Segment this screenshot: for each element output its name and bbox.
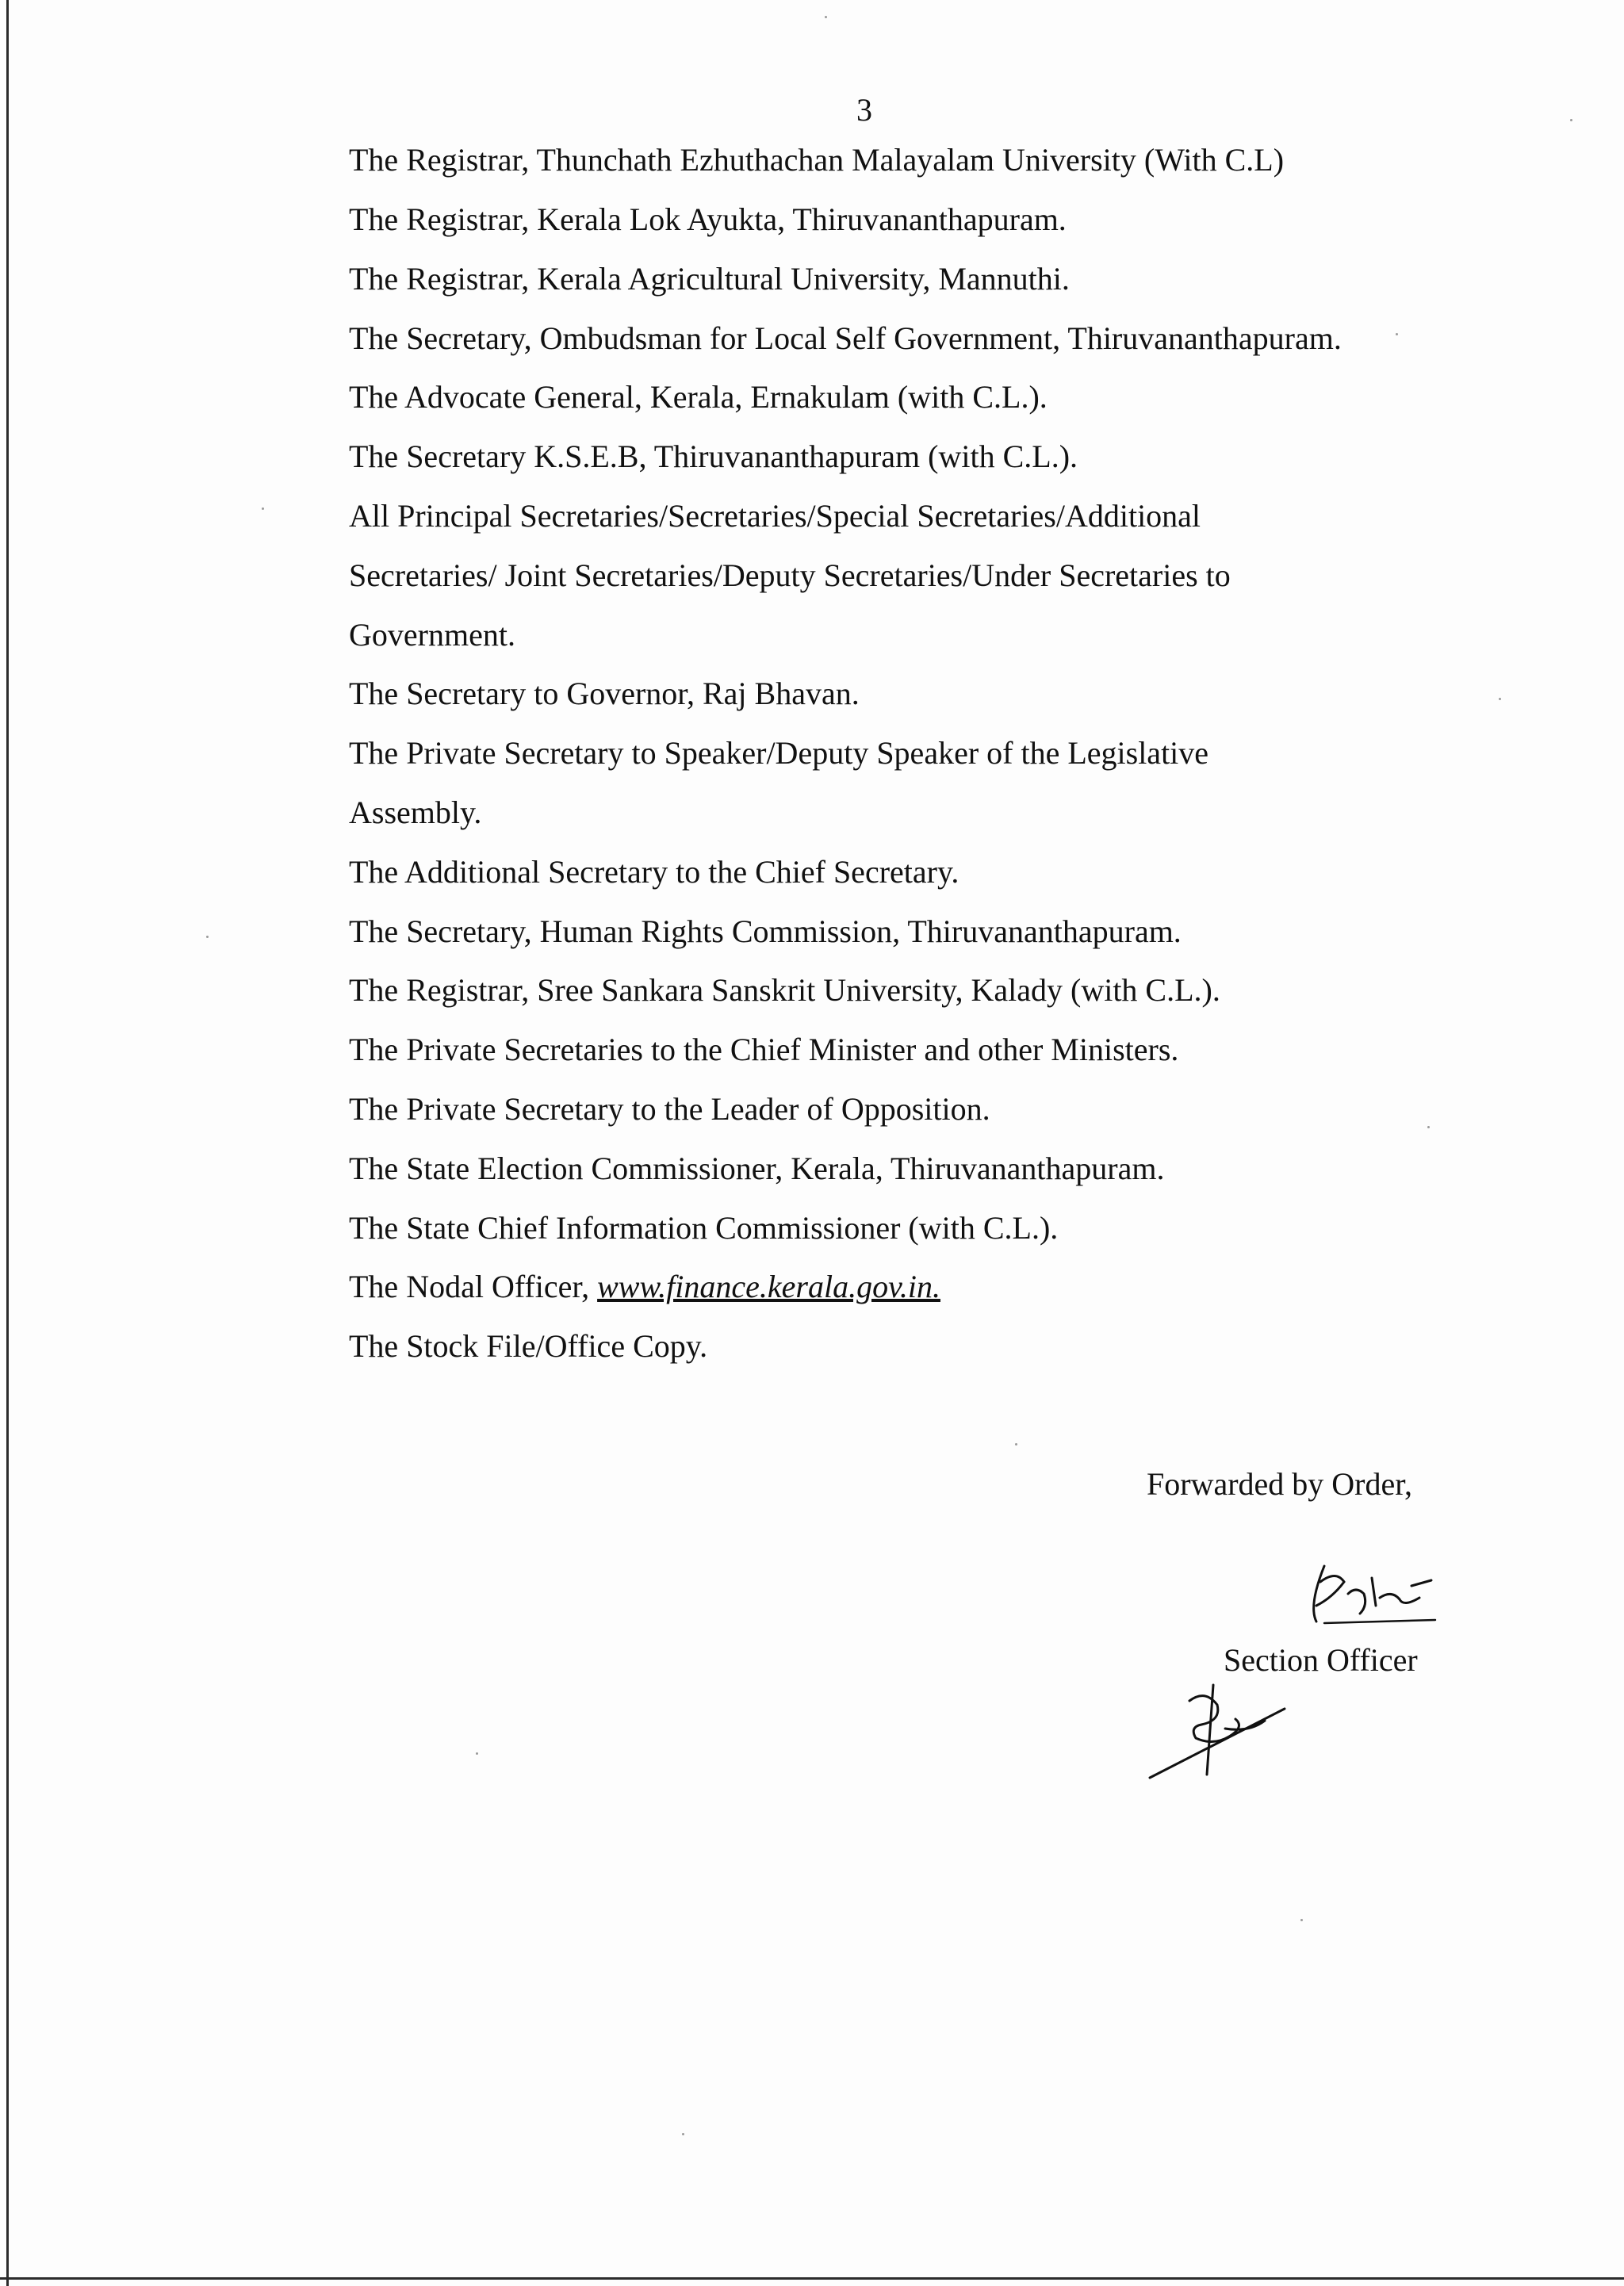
address-text: The Secretary, Ombudsman for Local Self Government, Thiruvananthapuram.: [349, 320, 1342, 356]
scan-speck: [1396, 333, 1398, 335]
address-line: [349, 1150, 1164, 1188]
address-text: The Advocate General, Kerala, Ernakulam (with C.L.).: [349, 379, 1048, 415]
address-text: The State Chief Information Commissioner (with C.L.).: [349, 1210, 1059, 1246]
address-line: [349, 320, 1342, 358]
address-line: [349, 1209, 1058, 1247]
address-line: [349, 497, 1201, 535]
address-line: [349, 734, 1208, 772]
address-text: Secretaries/ Joint Secretaries/Deputy Secretaries/Under Secretaries to: [349, 557, 1231, 593]
scan-border-bottom: [0, 2277, 1624, 2280]
address-text: The Additional Secretary to the Chief Secretary.: [349, 854, 959, 890]
address-text: The State Election Commissioner, Kerala, Thiruvananthapuram.: [349, 1151, 1165, 1186]
address-line: [349, 616, 515, 654]
address-line: [349, 1090, 990, 1128]
scan-speck: [1570, 119, 1572, 121]
finance-website-link[interactable]: www.finance.kerala.gov.in.: [597, 1269, 940, 1304]
scan-speck: [682, 2133, 684, 2135]
address-line: [349, 438, 1078, 476]
address-text: The Secretary to Governor, Raj Bhavan.: [349, 676, 860, 711]
address-text: The Registrar, Sree Sankara Sanskrit University, Kalady (with C.L.).: [349, 972, 1220, 1008]
page-number: 3: [856, 92, 872, 128]
address-text: The Private Secretary to the Leader of Opposition.: [349, 1091, 990, 1127]
scan-speck: [262, 507, 264, 510]
address-line: [349, 1268, 940, 1306]
initials-image: [1142, 1681, 1293, 1784]
address-line: [349, 141, 1284, 179]
address-line: [349, 794, 481, 832]
address-line: [349, 1031, 1178, 1069]
address-text: The Registrar, Kerala Lok Ayukta, Thiruvananthapuram.: [349, 201, 1067, 237]
address-text: Government.: [349, 617, 515, 653]
scan-speck: [206, 936, 209, 938]
address-text: The Secretary, Human Rights Commission, Thiruvananthapuram.: [349, 913, 1182, 949]
scan-speck: [1427, 1126, 1430, 1128]
scan-border-left: [6, 0, 9, 2286]
scan-speck: [825, 16, 827, 18]
address-line: [349, 201, 1067, 239]
address-text: The Secretary K.S.E.B, Thiruvananthapuram (with C.L.).: [349, 438, 1078, 474]
scan-speck: [476, 1752, 478, 1755]
address-line: [349, 675, 860, 713]
address-line: [349, 557, 1231, 595]
address-text: The Nodal Officer,: [349, 1269, 598, 1304]
signature-image: [1300, 1550, 1443, 1637]
address-text: The Stock File/Office Copy.: [349, 1328, 708, 1364]
scan-speck: [1499, 698, 1501, 700]
address-line: [349, 378, 1048, 416]
address-text: The Registrar, Thunchath Ezhuthachan Malayalam University (With C.L): [349, 142, 1285, 178]
forwarded-by-order: Forwarded by Order,: [1147, 1466, 1412, 1502]
scan-speck: [1300, 1919, 1303, 1921]
scan-speck: [1015, 1443, 1017, 1446]
address-text: All Principal Secretaries/Secretaries/Special Secretaries/Additional: [349, 498, 1201, 534]
address-text: The Private Secretary to Speaker/Deputy Speaker of the Legislative: [349, 735, 1209, 771]
address-line: [349, 1327, 707, 1365]
address-line: [349, 853, 959, 891]
address-line: [349, 971, 1220, 1009]
address-line: [349, 913, 1182, 951]
address-text: The Private Secretaries to the Chief Minister and other Ministers.: [349, 1032, 1179, 1067]
address-text: The Registrar, Kerala Agricultural University, Mannuthi.: [349, 261, 1070, 297]
address-text: Assembly.: [349, 795, 482, 830]
address-line: [349, 260, 1070, 298]
section-officer-title: Section Officer: [1224, 1642, 1418, 1678]
